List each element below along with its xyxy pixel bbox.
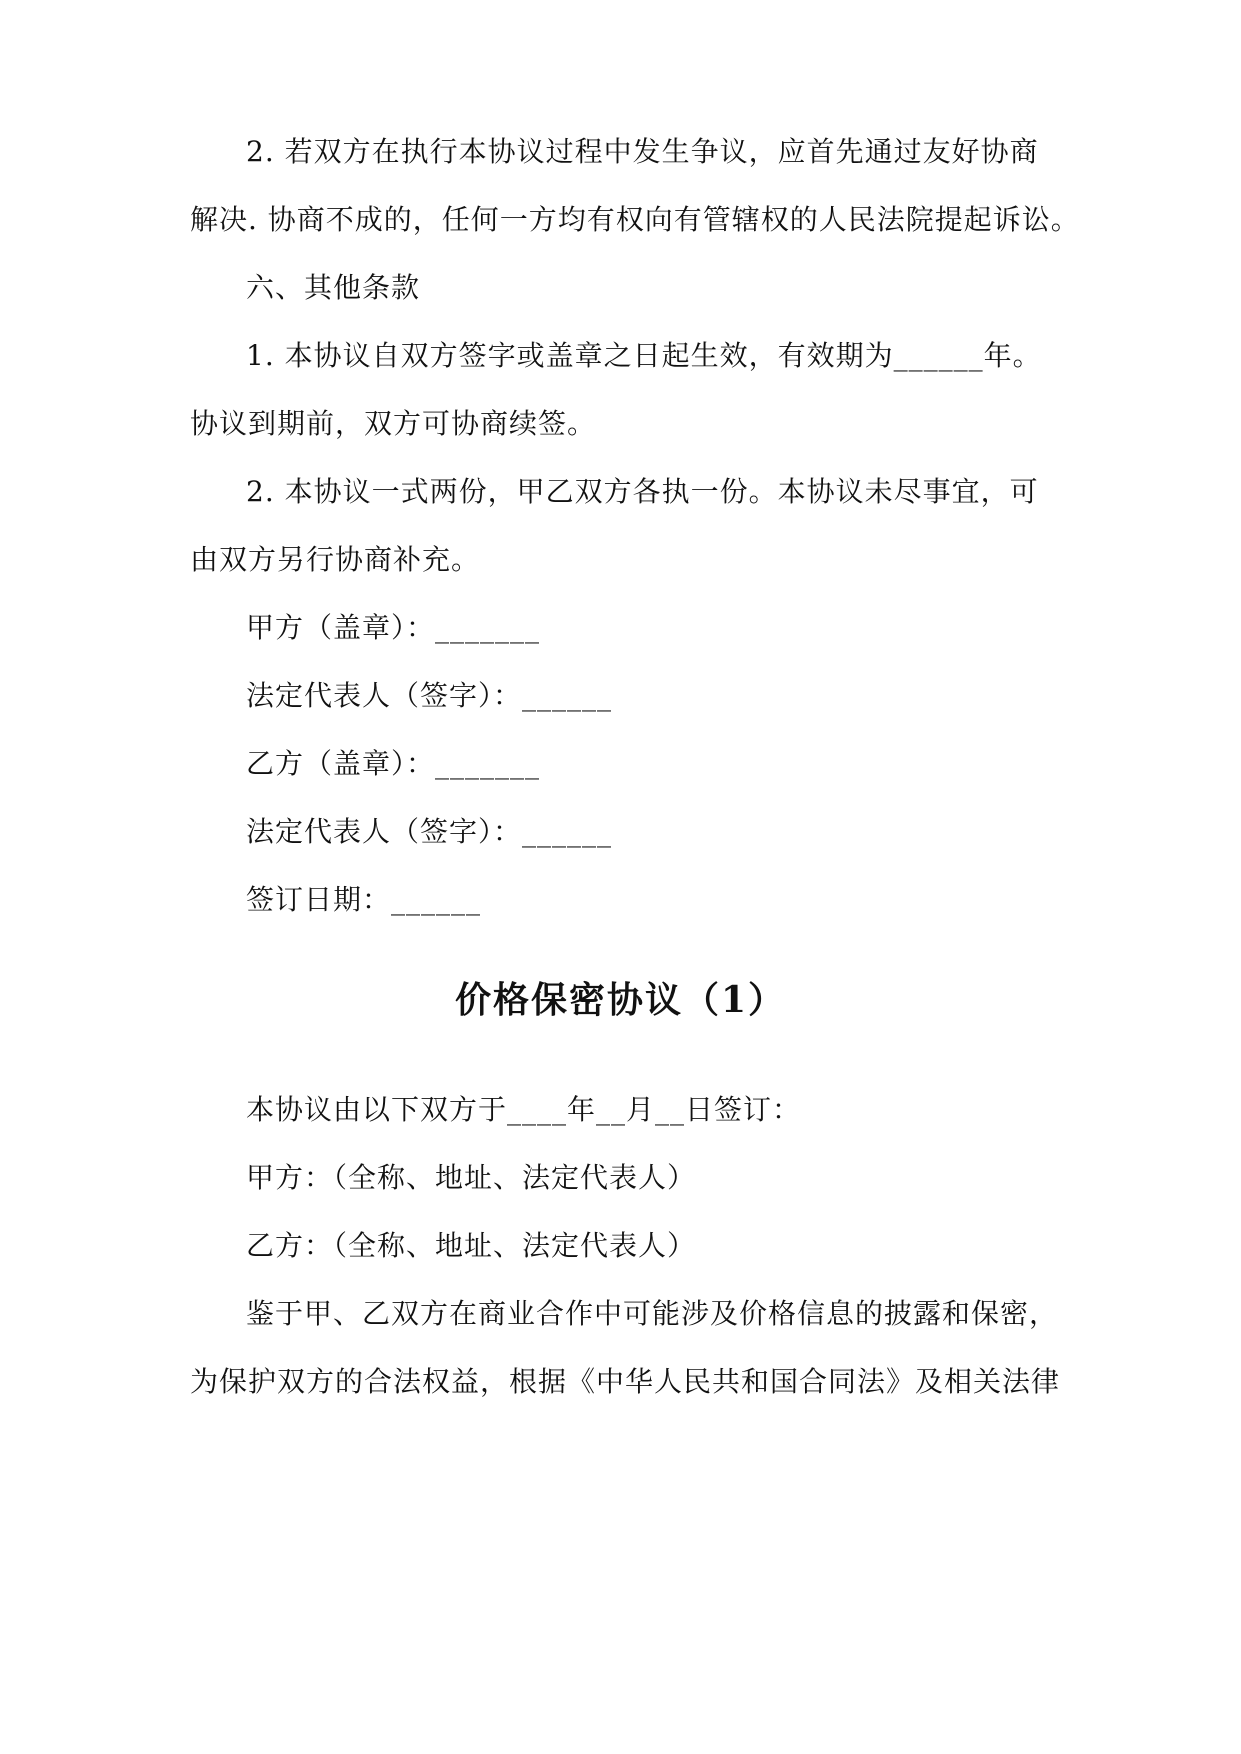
party-a-seal-field: 甲方（盖章）：_______ — [246, 611, 541, 644]
dispute-clause-line-1: 2. 若双方在执行本协议过程中发生争议，应首先通过友好协商 — [246, 135, 1039, 168]
signing-date-field: 签订日期：______ — [246, 883, 482, 916]
party-b-representative-field: 法定代表人（签字）：______ — [246, 815, 613, 848]
copies-clause-line-2: 由双方另行协商补充。 — [190, 543, 481, 576]
effective-clause-line-2: 协议到期前，双方可协商续签。 — [190, 407, 597, 440]
recital-line-1: 鉴于甲、乙双方在商业合作中可能涉及价格信息的披露和保密， — [246, 1297, 1059, 1330]
party-a-representative-field: 法定代表人（签字）：______ — [246, 679, 613, 712]
party-b-seal-field: 乙方（盖章）：_______ — [246, 747, 541, 780]
section-heading-other-terms: 六、其他条款 — [246, 271, 421, 304]
agreement-intro: 本协议由以下双方于____年__月__日签订： — [246, 1093, 802, 1126]
party-a-info: 甲方：（全称、地址、法定代表人） — [246, 1161, 697, 1194]
effective-clause-line-1: 1. 本协议自双方签字或盖章之日起生效，有效期为______年。 — [246, 339, 1042, 372]
party-b-info: 乙方：（全称、地址、法定代表人） — [246, 1229, 697, 1262]
document-title: 价格保密协议（1） — [454, 979, 787, 1021]
recital-line-2: 为保护双方的合法权益，根据《中华人民共和国合同法》及相关法律 — [190, 1365, 1061, 1398]
dispute-clause-line-2: 解决. 协商不成的，任何一方均有权向有管辖权的人民法院提起诉讼。 — [190, 203, 1080, 236]
copies-clause-line-1: 2. 本协议一式两份，甲乙双方各执一份。本协议未尽事宜，可 — [246, 475, 1039, 508]
